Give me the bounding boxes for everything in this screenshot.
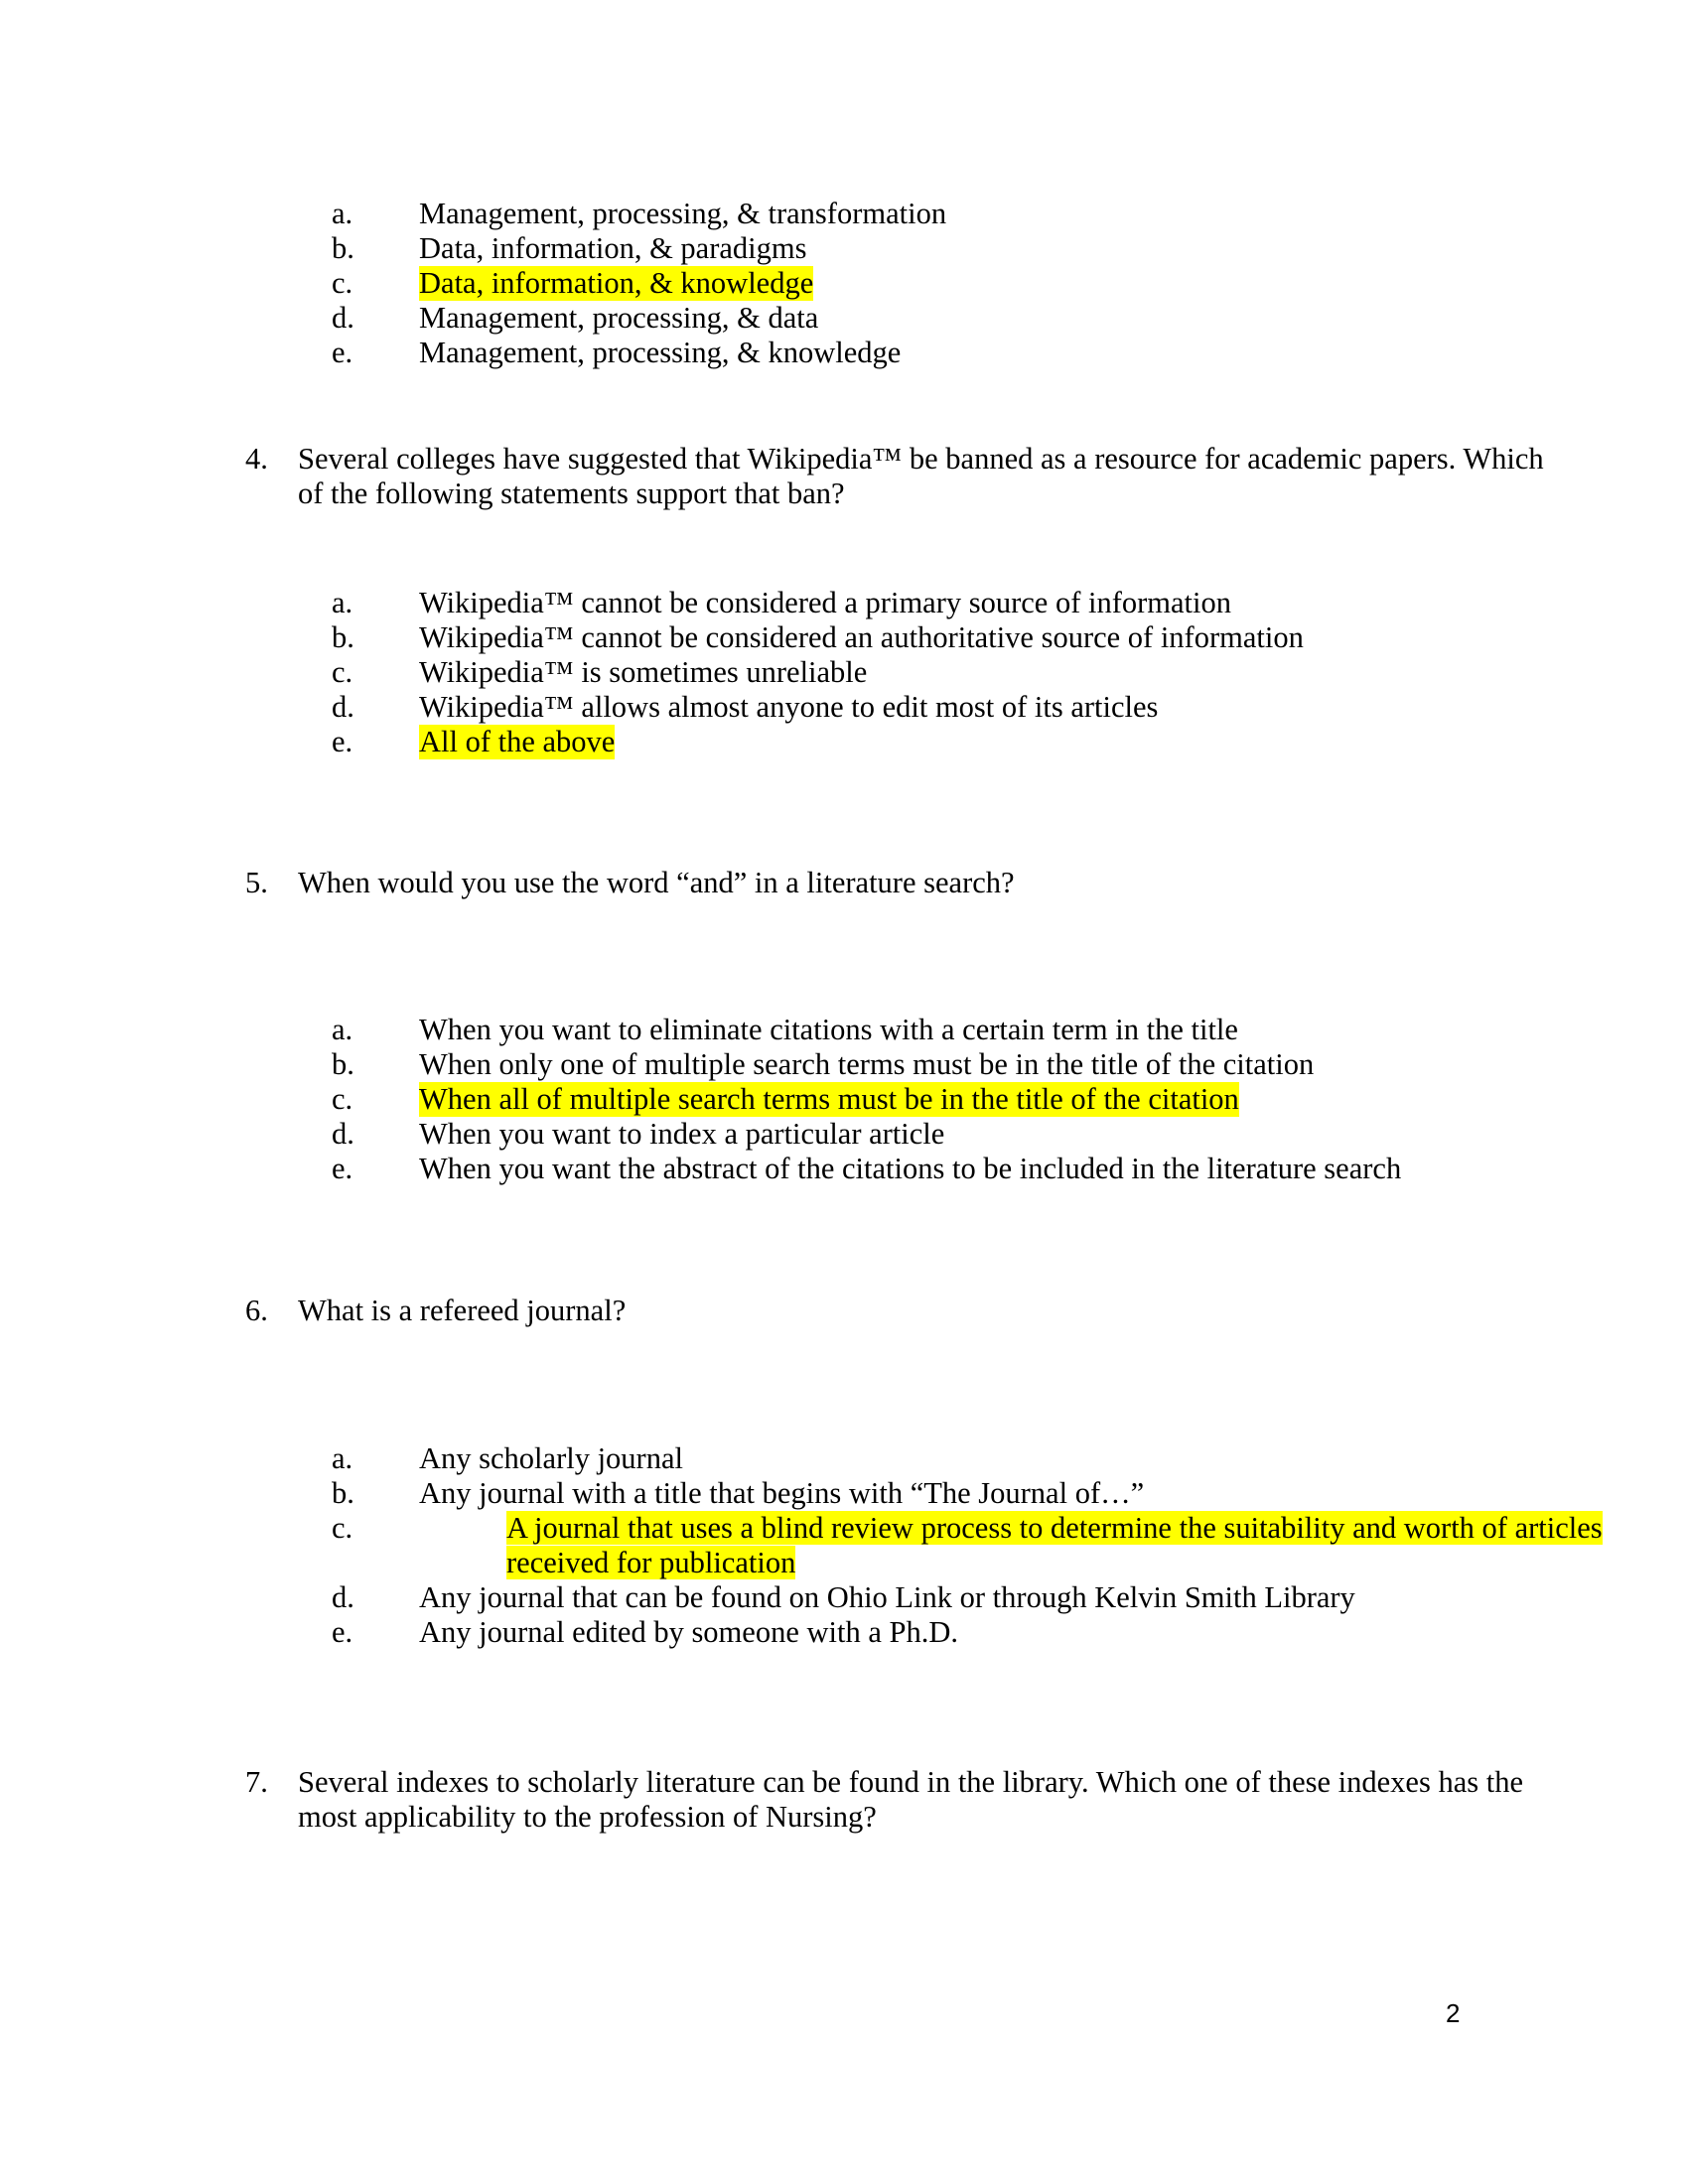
q5-options xyxy=(332,1013,1622,1186)
q4-option-e-answer: e. All of the above xyxy=(332,725,616,758)
q3-option-b: b. Data, information, & paradigms xyxy=(332,231,807,265)
question-5: 5. When would you use the word “and” in a literature search? xyxy=(245,866,1566,900)
question-7-text: Several indexes to scholarly literature can be found in the library. Which one of these indexes has the most applicability to the profession of Nursing? xyxy=(298,1765,1523,1834)
page-number: 2 xyxy=(1446,1998,1461,2028)
q6-option-c-answer: c. A journal that uses a blind review process to determine the suitability and worth of articles received for publication xyxy=(332,1511,1603,1579)
q5-option-c-answer: c. When all of multiple search terms must be in the title of the citation xyxy=(332,1082,1239,1116)
q6-option-d: d. Any journal that can be found on Ohio Link or through Kelvin Smith Library xyxy=(332,1580,1355,1614)
q4-option-a: a. Wikipedia™ cannot be considered a primary source of information xyxy=(332,586,1231,619)
highlighted-answer: Data, information, & knowledge xyxy=(419,266,814,300)
q6-option-a: a. Any scholarly journal xyxy=(332,1441,683,1475)
q5-option-e: e. When you want the abstract of the citations to be included in the literature search xyxy=(332,1152,1402,1185)
q5-option-a: a. When you want to eliminate citations with a certain term in the title xyxy=(332,1013,1238,1046)
question-5-text: When would you use the word “and” in a literature search? xyxy=(298,866,1015,899)
question-4-text: Several colleges have suggested that Wikipedia™ be banned as a resource for academic papers. Which of the following statements support that ban? xyxy=(298,442,1544,510)
q6-options xyxy=(332,1441,1622,1650)
question-6: 6. What is a refereed journal? xyxy=(245,1294,1566,1328)
q4-options xyxy=(332,586,1622,759)
q6-option-b: b. Any journal with a title that begins with “The Journal of…” xyxy=(332,1476,1145,1510)
question-4: 4. Several colleges have suggested that Wikipedia™ be banned as a resource for academic papers. Which of the following statements support that ban? xyxy=(245,442,1566,511)
question-6-text: What is a refereed journal? xyxy=(298,1294,627,1327)
q6-option-e: e. Any journal edited by someone with a Ph.D. xyxy=(332,1615,958,1649)
q5-option-d: d. When you want to index a particular article xyxy=(332,1117,945,1151)
highlighted-answer: All of the above xyxy=(419,725,616,758)
q3-option-e: e. Management, processing, & knowledge xyxy=(332,336,902,369)
highlighted-answer: A journal that uses a blind review process to determine the suitability and worth of articles received for publication xyxy=(506,1511,1603,1579)
q4-option-d: d. Wikipedia™ allows almost anyone to edit most of its articles xyxy=(332,690,1159,724)
question-7: 7. Several indexes to scholarly literature can be found in the library. Which one of these indexes has the most applicability to the profession of Nursing? xyxy=(245,1765,1566,1835)
q5-option-b: b. When only one of multiple search terms must be in the title of the citation xyxy=(332,1047,1315,1081)
q3-option-c-answer: c. Data, information, & knowledge xyxy=(332,266,814,300)
q4-option-c: c. Wikipedia™ is sometimes unreliable xyxy=(332,655,868,689)
q3-option-a: a. Management, processing, & transformation xyxy=(332,197,947,230)
highlighted-answer: When all of multiple search terms must be in the title of the citation xyxy=(419,1082,1239,1116)
q4-option-b: b. Wikipedia™ cannot be considered an authoritative source of information xyxy=(332,620,1304,654)
q3-options xyxy=(332,197,1622,370)
q3-option-d: d. Management, processing, & data xyxy=(332,301,819,335)
